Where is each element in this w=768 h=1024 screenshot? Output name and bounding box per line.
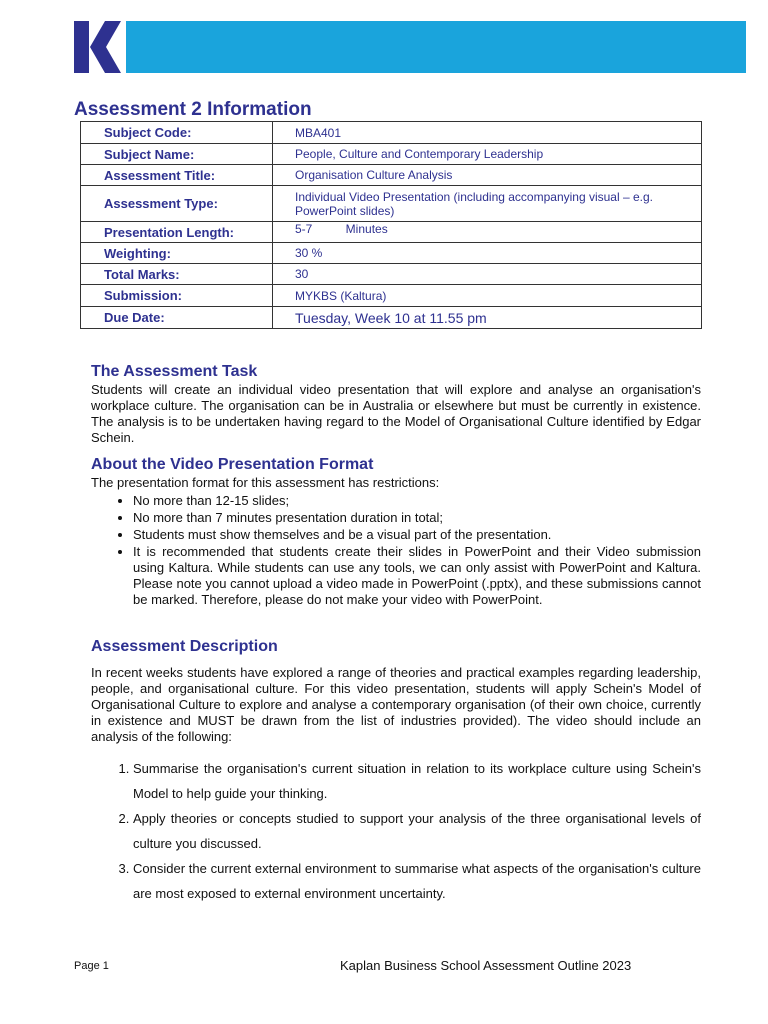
- info-value: 5-7 Minutes: [273, 222, 702, 243]
- info-label: Total Marks:: [81, 264, 273, 285]
- format-bullet-list: [91, 493, 701, 608]
- list-item: 2. Apply theories or concepts studied to support your analysis of the three organisational levels of culture you discussed.: [133, 806, 701, 856]
- info-label: Assessment Type:: [81, 186, 273, 222]
- info-value: 30 %: [273, 243, 702, 264]
- info-row-subject-code: [81, 122, 702, 144]
- assessment-info-table: [80, 121, 702, 329]
- section-heading: Assessment Description: [91, 638, 278, 655]
- section-heading: About the Video Presentation Format: [91, 456, 374, 473]
- info-value: Tuesday, Week 10 at 11.55 pm: [273, 307, 702, 329]
- info-label: Weighting:: [81, 243, 273, 264]
- info-value: People, Culture and Contemporary Leadership: [273, 144, 702, 165]
- section-body: In recent weeks students have explored a range of theories and practical examples regarding leadership, people, and organisational culture. For this video presentation, students will apply Schein's Model of Organisational Culture to explore and analyse a contemporary organisation (of their own choice, currently in existence and MUST be drawn from the list of industries provided). The video should include an analysis of the following:: [91, 665, 701, 744]
- info-label: Presentation Length:: [81, 222, 273, 243]
- info-row-total-marks: [81, 264, 702, 285]
- list-item: 1. Summarise the organisation's current situation in relation to its workplace culture using Schein's Model to help guide your thinking.: [133, 756, 701, 806]
- section-intro: The presentation format for this assessment has restrictions:: [91, 475, 440, 490]
- kaplan-logo-icon: [74, 21, 126, 73]
- video-format-section: [91, 455, 701, 609]
- info-label: Submission:: [81, 285, 273, 307]
- list-item: • It is recommended that students create their slides in PowerPoint and their Video submission using Kaltura. While students can use any tools, we can only assist with PowerPoint and Kaltura. Please note you cannot upload a video made in PowerPoint (.pptx), and these submissions cannot be marked. Therefore, please do not make your video with PowerPoint.: [133, 544, 701, 608]
- header-bar: [74, 21, 746, 73]
- info-value: Organisation Culture Analysis: [273, 165, 702, 186]
- footer-page-number: Page 1: [74, 960, 109, 972]
- list-item: • No more than 7 minutes presentation duration in total;: [133, 510, 701, 526]
- info-value: 30: [273, 264, 702, 285]
- info-label: Due Date:: [81, 307, 273, 329]
- info-row-subject-name: [81, 144, 702, 165]
- info-row-due-date: [81, 307, 702, 329]
- info-row-submission: [81, 285, 702, 307]
- list-item: • Students must show themselves and be a visual part of the presentation.: [133, 527, 701, 543]
- section-heading: The Assessment Task: [91, 363, 258, 380]
- section-body: Students will create an individual video presentation that will explore and analyse an organisation's workplace culture. The organisation can be in Australia or elsewhere but must be currently in existence. The analysis is to be undertaken having regard to the Model of Organisational Culture identified by Edgar Schein.: [91, 382, 701, 445]
- page-title: Assessment 2 Information: [74, 99, 312, 120]
- assessment-description-section: [91, 637, 701, 906]
- info-value: MBA401: [273, 122, 702, 144]
- info-label: Subject Name:: [81, 144, 273, 165]
- info-value: MYKBS (Kaltura): [273, 285, 702, 307]
- footer-title: Kaplan Business School Assessment Outline 2023: [340, 958, 632, 973]
- info-label: Assessment Title:: [81, 165, 273, 186]
- description-numbered-list: [91, 756, 701, 906]
- info-label: Subject Code:: [81, 122, 273, 144]
- info-row-assessment-title: [81, 165, 702, 186]
- list-item: • No more than 12-15 slides;: [133, 493, 701, 509]
- list-item: 3. Consider the current external environment to summarise what aspects of the organisation's culture are most exposed to external environment uncertainty.: [133, 856, 701, 906]
- info-value: Individual Video Presentation (including accompanying visual – e.g. PowerPoint slides): [273, 186, 702, 222]
- info-row-presentation-length: [81, 222, 702, 243]
- info-row-assessment-type: [81, 186, 702, 222]
- info-row-weighting: [81, 243, 702, 264]
- assessment-task-section: [91, 362, 701, 446]
